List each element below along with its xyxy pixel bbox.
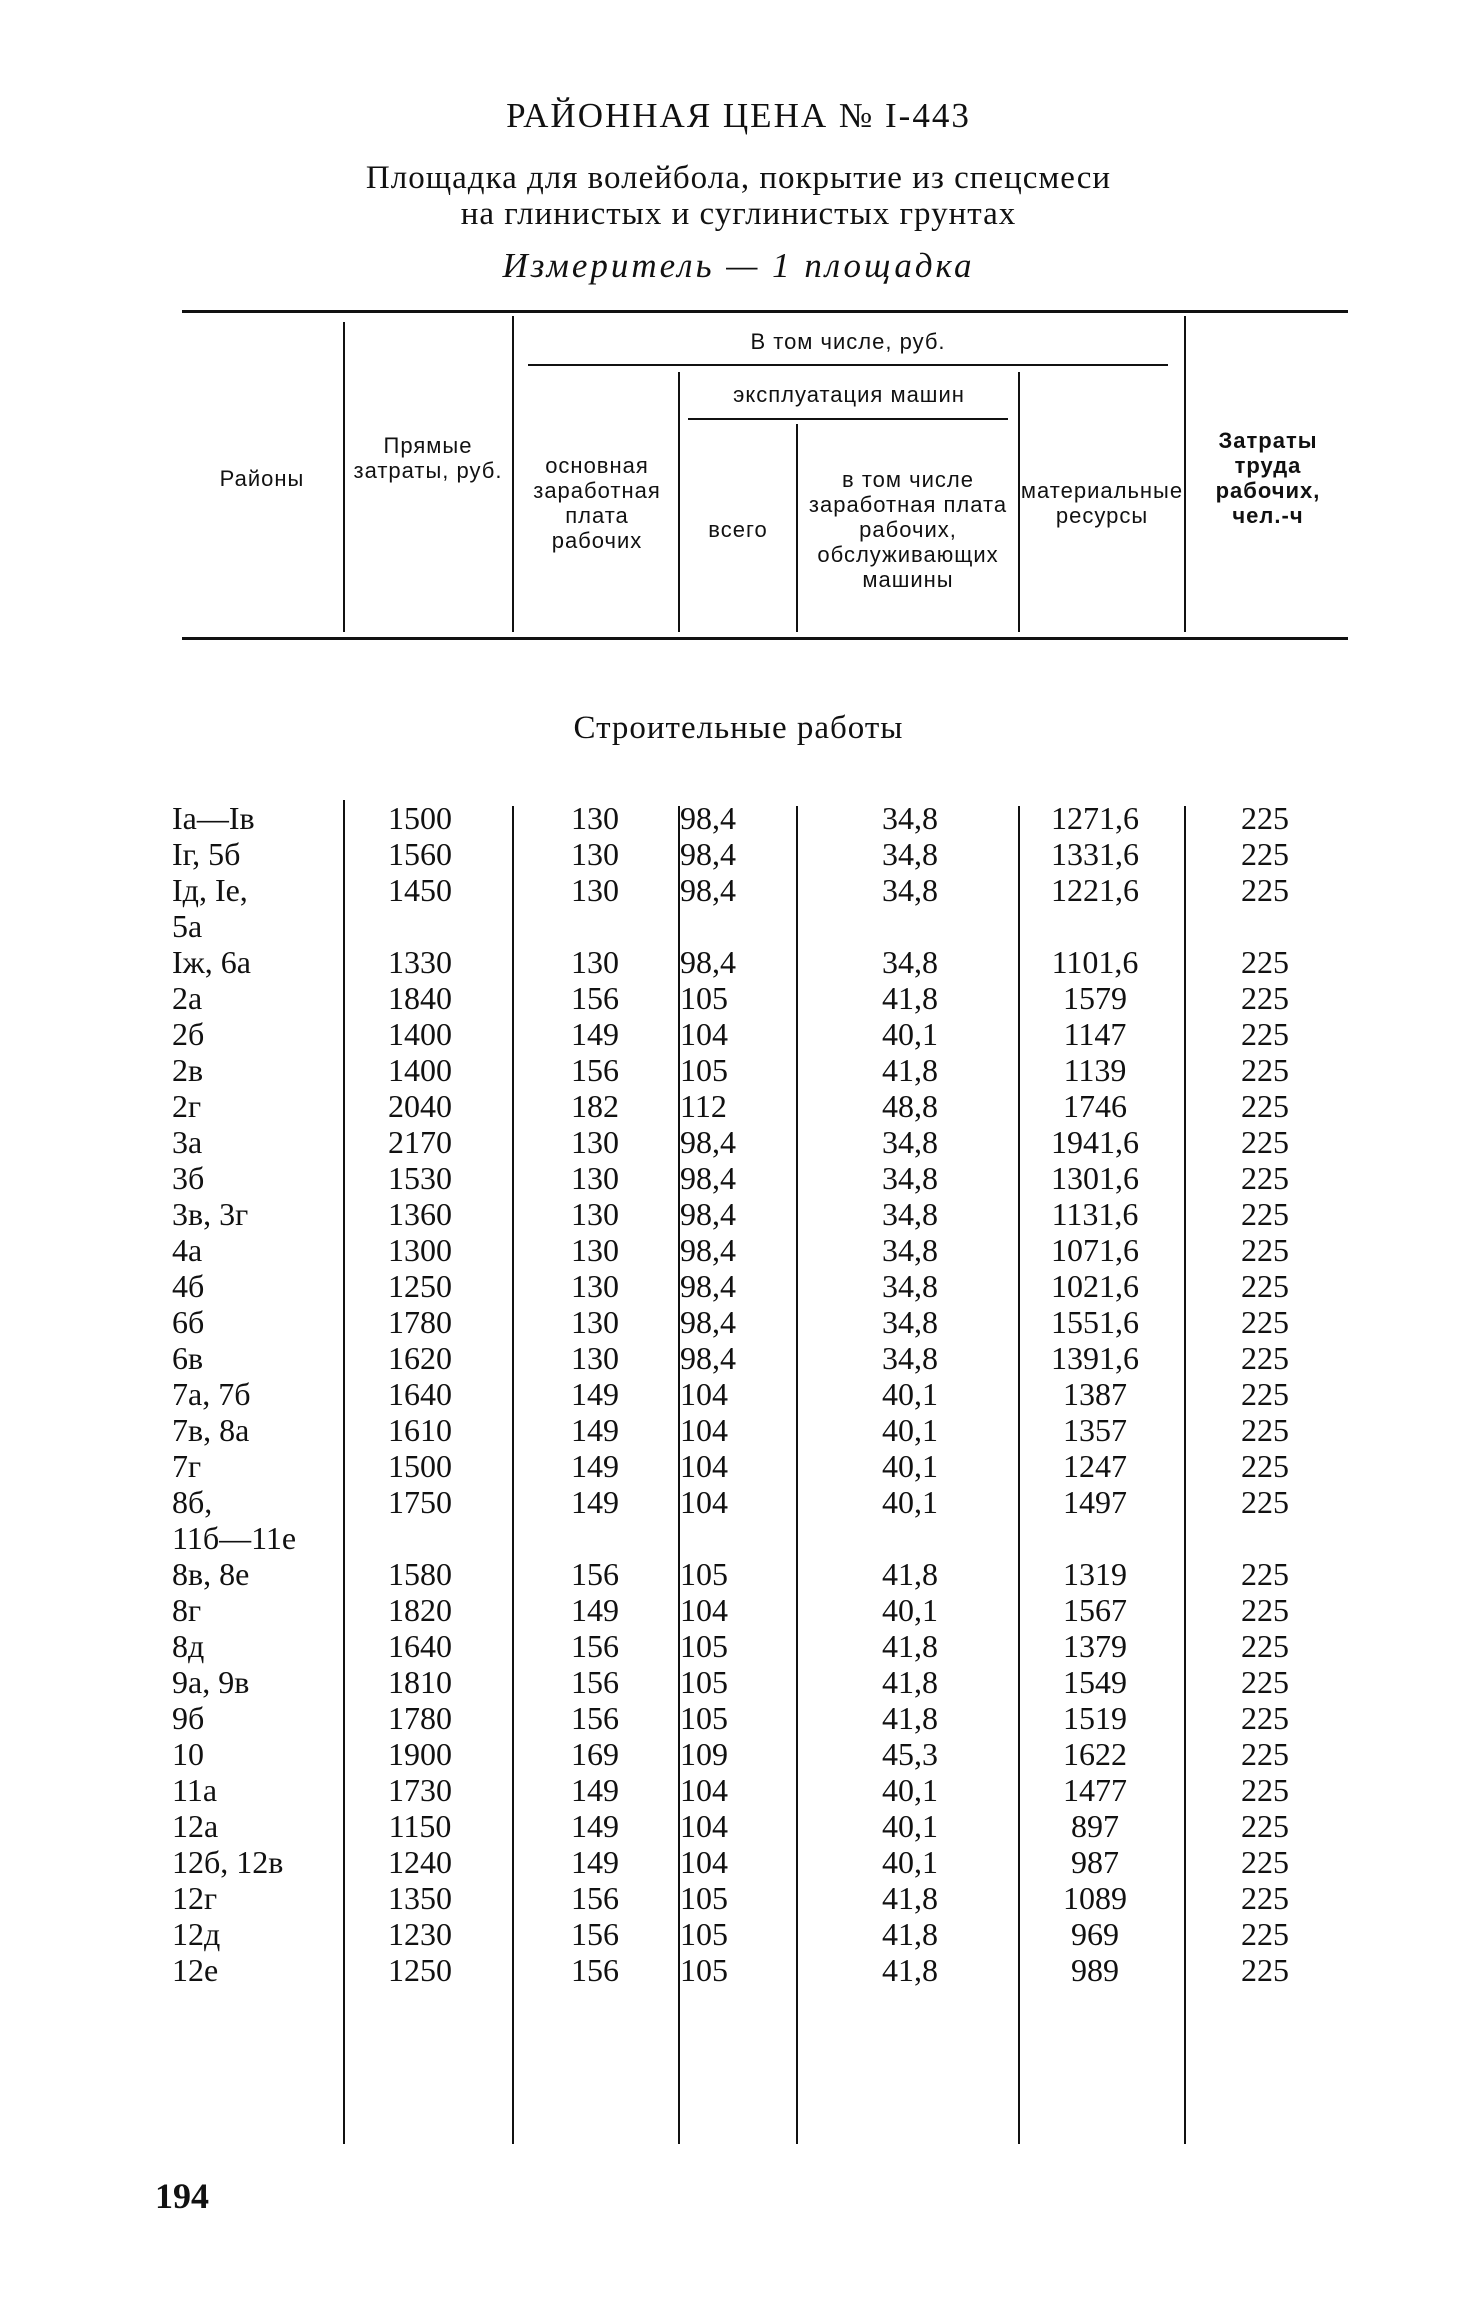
cell-labor: 225	[1241, 1844, 1289, 1880]
cell-mat: 1331,6	[1051, 836, 1139, 872]
cell-mwage: 34,8	[882, 1124, 938, 1160]
cell-region: 10	[172, 1736, 204, 1772]
cell-mwage: 40,1	[882, 1412, 938, 1448]
cell-region: 12е	[172, 1952, 219, 1988]
cell-labor: 225	[1241, 1448, 1289, 1484]
cell-total: 98,4	[680, 1196, 736, 1232]
cell-wage: 149	[571, 1484, 619, 1520]
cell-region: 3б	[172, 1160, 205, 1196]
cell-labor: 225	[1241, 1772, 1289, 1808]
cell-direct: 1640	[388, 1628, 452, 1664]
cell-region: 11а	[172, 1772, 218, 1808]
cell-total: 98,4	[680, 944, 736, 980]
cell-mwage: 40,1	[882, 1376, 938, 1412]
cell-region: 11б—11е	[172, 1520, 297, 1556]
header-machine-wage: в том числе заработная плата рабочих, обслуживающих машины	[808, 466, 1008, 592]
cell-mwage	[800, 908, 1020, 944]
header-bottom-rule	[182, 637, 1348, 640]
header-divider-2	[512, 316, 514, 632]
cell-mat: 1131,6	[1051, 1196, 1139, 1232]
cell-direct: 1150	[388, 1808, 452, 1844]
cell-total: 112	[680, 1088, 727, 1124]
cell-total: 105	[680, 1664, 728, 1700]
cell-total: 98,4	[680, 836, 736, 872]
cell-region: 5а	[172, 908, 203, 944]
cell-direct: 1250	[388, 1952, 452, 1988]
cell-labor: 225	[1241, 1664, 1289, 1700]
cell-total: 104	[680, 1592, 728, 1628]
cell-mwage: 34,8	[882, 1268, 938, 1304]
cell-region: Iа—Iв	[172, 800, 255, 836]
cell-mwage: 41,8	[882, 1880, 938, 1916]
cell-direct: 1560	[388, 836, 452, 872]
cell-region: Iд, Iе,	[172, 872, 248, 908]
cell-labor: 225	[1241, 1340, 1289, 1376]
cell-total: 104	[680, 1772, 728, 1808]
cell-mwage: 41,8	[882, 1052, 938, 1088]
cell-direct: 1530	[388, 1160, 452, 1196]
including-underline	[528, 364, 1168, 366]
cell-labor: 225	[1241, 1916, 1289, 1952]
cell-wage: 149	[571, 1448, 619, 1484]
cell-labor: 225	[1241, 1628, 1289, 1664]
cell-total: 98,4	[680, 1304, 736, 1340]
cell-labor: 225	[1241, 1952, 1289, 1988]
cell-labor: 225	[1241, 1484, 1289, 1520]
cell-total: 98,4	[680, 1232, 736, 1268]
cell-mwage: 41,8	[882, 1628, 938, 1664]
cell-mwage: 34,8	[882, 800, 938, 836]
cell-region: 12д	[172, 1916, 221, 1952]
cell-mat: 1567	[1063, 1592, 1127, 1628]
cell-direct: 1250	[388, 1268, 452, 1304]
cell-labor: 225	[1241, 1268, 1289, 1304]
cell-wage: 130	[571, 800, 619, 836]
cell-mat: 969	[1071, 1916, 1119, 1952]
cell-mat: 1071,6	[1051, 1232, 1139, 1268]
cell-mwage: 41,8	[882, 1700, 938, 1736]
cell-region: 2б	[172, 1016, 205, 1052]
cell-region: Iг, 5б	[172, 836, 241, 872]
cell-mat: 1746	[1063, 1088, 1127, 1124]
cell-mat: 1549	[1063, 1664, 1127, 1700]
cell-labor: 225	[1241, 1160, 1289, 1196]
cell-region: 3в, 3г	[172, 1196, 249, 1232]
header-including: В том числе, руб.	[750, 328, 946, 354]
subtitle-line-2: на глинистых и суглинистых грунтах	[460, 196, 1017, 232]
cell-region: 8г	[172, 1592, 202, 1628]
header-divider-6	[1184, 316, 1186, 632]
cell-total: 105	[680, 1880, 728, 1916]
cell-mat: 1101,6	[1051, 944, 1139, 980]
cell-wage: 130	[571, 1340, 619, 1376]
cell-mat: 1387	[1063, 1376, 1127, 1412]
cell-direct: 1840	[388, 980, 452, 1016]
cell-wage: 149	[571, 1808, 619, 1844]
cell-mwage: 40,1	[882, 1016, 938, 1052]
cell-mat	[1010, 1520, 1180, 1556]
cell-mwage: 41,8	[882, 1556, 938, 1592]
cell-labor: 225	[1241, 1196, 1289, 1232]
cell-wage: 130	[571, 1124, 619, 1160]
cell-direct: 1750	[388, 1484, 452, 1520]
header-base-wage: основная заработная плата рабочих	[533, 453, 661, 553]
cell-region: 6в	[172, 1340, 204, 1376]
cell-wage: 130	[571, 836, 619, 872]
cell-wage: 130	[571, 1232, 619, 1268]
cell-labor: 225	[1241, 1412, 1289, 1448]
cell-mwage: 40,1	[882, 1772, 938, 1808]
cell-direct: 1730	[388, 1772, 452, 1808]
cell-mat: 1622	[1063, 1736, 1127, 1772]
cell-total: 104	[680, 1016, 728, 1052]
cell-mat: 1497	[1063, 1484, 1127, 1520]
header-labor: Затраты труда рабочих, чел.-ч	[1215, 428, 1321, 528]
cell-total: 98,4	[680, 1124, 736, 1160]
cell-direct: 1300	[388, 1232, 452, 1268]
cell-mat: 1301,6	[1051, 1160, 1139, 1196]
header-materials: материальные ресурсы	[1020, 478, 1184, 528]
cell-direct: 2040	[388, 1088, 452, 1124]
cell-labor: 225	[1241, 1592, 1289, 1628]
cell-region: 7г	[172, 1448, 202, 1484]
cell-mwage: 40,1	[882, 1592, 938, 1628]
cell-wage: 149	[571, 1844, 619, 1880]
cell-region: 8в, 8е	[172, 1556, 250, 1592]
header-direct-costs: Прямые затраты, руб.	[353, 433, 503, 483]
cell-wage: 182	[571, 1088, 619, 1124]
cell-total: 104	[680, 1808, 728, 1844]
cell-mat: 1271,6	[1051, 800, 1139, 836]
header-divider-3	[678, 372, 680, 632]
cell-total: 98,4	[680, 1268, 736, 1304]
cell-mwage: 41,8	[882, 1952, 938, 1988]
cell-mwage: 40,1	[882, 1808, 938, 1844]
cell-direct: 1900	[388, 1736, 452, 1772]
column-regions	[172, 800, 342, 1988]
cell-direct	[350, 908, 490, 944]
cell-mwage: 34,8	[882, 836, 938, 872]
cell-mwage: 40,1	[882, 1448, 938, 1484]
cell-mat: 897	[1071, 1808, 1119, 1844]
cell-mat: 1247	[1063, 1448, 1127, 1484]
column-machine-wage	[800, 800, 1020, 1988]
cell-region: 8д	[172, 1628, 205, 1664]
cell-mwage: 41,8	[882, 980, 938, 1016]
cell-direct: 1580	[388, 1556, 452, 1592]
cell-wage: 156	[571, 1052, 619, 1088]
cell-region: 4а	[172, 1232, 203, 1268]
cell-total: 105	[680, 980, 728, 1016]
cell-region: 7в, 8а	[172, 1412, 250, 1448]
cell-total: 104	[680, 1412, 728, 1448]
cell-total: 105	[680, 1952, 728, 1988]
cell-direct: 1500	[388, 1448, 452, 1484]
body-divider-1	[343, 800, 345, 2144]
cell-labor: 225	[1241, 1556, 1289, 1592]
cell-total: 98,4	[680, 1340, 736, 1376]
cell-wage: 156	[571, 980, 619, 1016]
cell-direct: 1350	[388, 1880, 452, 1916]
column-direct-costs	[350, 800, 490, 1988]
header-total: всего	[708, 516, 768, 542]
cell-region: 4б	[172, 1268, 205, 1304]
cell-labor: 225	[1241, 1376, 1289, 1412]
cell-mwage: 34,8	[882, 1232, 938, 1268]
cell-wage	[515, 1520, 675, 1556]
price-subtitle	[0, 160, 1477, 232]
cell-wage: 130	[571, 1304, 619, 1340]
cell-direct: 1780	[388, 1700, 452, 1736]
cell-wage: 156	[571, 1952, 619, 1988]
cell-direct: 1640	[388, 1376, 452, 1412]
cell-direct: 2170	[388, 1124, 452, 1160]
cell-total: 105	[680, 1556, 728, 1592]
cell-mwage: 41,8	[882, 1664, 938, 1700]
cell-mat: 1379	[1063, 1628, 1127, 1664]
cell-labor: 225	[1241, 1736, 1289, 1772]
header-divider-1	[343, 322, 345, 632]
column-materials	[1010, 800, 1180, 1988]
cell-mwage	[800, 1520, 1020, 1556]
cell-region: 8б,	[172, 1484, 213, 1520]
cell-region: 9а, 9в	[172, 1664, 250, 1700]
cell-direct: 1360	[388, 1196, 452, 1232]
cell-labor: 225	[1241, 1700, 1289, 1736]
cell-wage: 130	[571, 1160, 619, 1196]
column-base-wage	[515, 800, 675, 1988]
cell-region: 2в	[172, 1052, 204, 1088]
cell-mwage: 45,3	[882, 1736, 938, 1772]
cell-labor: 225	[1241, 1052, 1289, 1088]
cell-mat: 1551,6	[1051, 1304, 1139, 1340]
cell-wage: 156	[571, 1880, 619, 1916]
cell-labor: 225	[1241, 1016, 1289, 1052]
cell-mat: 1519	[1063, 1700, 1127, 1736]
cell-direct: 1400	[388, 1016, 452, 1052]
cell-wage: 149	[571, 1772, 619, 1808]
cell-mwage: 41,8	[882, 1916, 938, 1952]
cell-mat: 987	[1071, 1844, 1119, 1880]
cell-labor: 225	[1241, 1880, 1289, 1916]
cell-region: 12г	[172, 1880, 218, 1916]
cell-total: 105	[680, 1628, 728, 1664]
cell-wage: 156	[571, 1664, 619, 1700]
cell-direct	[350, 1520, 490, 1556]
cell-wage: 149	[571, 1592, 619, 1628]
cell-mwage: 34,8	[882, 1160, 938, 1196]
cell-wage: 130	[571, 1268, 619, 1304]
subtitle-line-1: Площадка для волейбола, покрытие из спецсмеси	[365, 160, 1112, 196]
cell-mwage: 34,8	[882, 1196, 938, 1232]
cell-total: 105	[680, 1916, 728, 1952]
cell-direct: 1450	[388, 872, 452, 908]
cell-mat: 989	[1071, 1952, 1119, 1988]
header-machine-operation: эксплуатация машин	[733, 381, 965, 407]
cell-total: 104	[680, 1844, 728, 1880]
cell-region: 12б, 12в	[172, 1844, 284, 1880]
cell-region: 7а, 7б	[172, 1376, 251, 1412]
cell-mat: 1089	[1063, 1880, 1127, 1916]
cell-wage: 130	[571, 944, 619, 980]
header-divider-5	[1018, 372, 1020, 632]
body-divider-4	[796, 806, 798, 2144]
cell-mwage: 40,1	[882, 1484, 938, 1520]
cell-total: 104	[680, 1484, 728, 1520]
cell-labor: 225	[1241, 1232, 1289, 1268]
cell-total: 104	[680, 1448, 728, 1484]
cell-mwage: 34,8	[882, 1304, 938, 1340]
cell-mat: 1021,6	[1051, 1268, 1139, 1304]
cell-mat: 1477	[1063, 1772, 1127, 1808]
cell-total: 98,4	[680, 872, 736, 908]
cell-wage: 149	[571, 1376, 619, 1412]
cell-mat: 1139	[1063, 1052, 1127, 1088]
cell-mwage: 40,1	[882, 1844, 938, 1880]
cell-direct: 1820	[388, 1592, 452, 1628]
cell-region: 2а	[172, 980, 203, 1016]
cell-mwage: 34,8	[882, 872, 938, 908]
cell-region: 12а	[172, 1808, 219, 1844]
cell-labor: 225	[1241, 1808, 1289, 1844]
cell-total: 105	[680, 1052, 728, 1088]
cell-labor: 225	[1241, 1088, 1289, 1124]
cell-direct: 1810	[388, 1664, 452, 1700]
cell-region: Iж, 6а	[172, 944, 251, 980]
column-machine-total	[680, 800, 780, 1988]
machine-underline	[688, 418, 1008, 420]
cell-mat: 1941,6	[1051, 1124, 1139, 1160]
cell-labor: 225	[1241, 800, 1289, 836]
cell-labor	[1180, 1520, 1350, 1556]
cell-region: 6б	[172, 1304, 205, 1340]
cell-mat: 1319	[1063, 1556, 1127, 1592]
cell-mat: 1579	[1063, 980, 1127, 1016]
cell-wage: 156	[571, 1700, 619, 1736]
cell-total	[680, 908, 780, 944]
cell-total: 98,4	[680, 800, 736, 836]
cell-mat: 1357	[1063, 1412, 1127, 1448]
cell-wage	[515, 908, 675, 944]
cell-mwage: 34,8	[882, 944, 938, 980]
cell-mwage: 48,8	[882, 1088, 938, 1124]
cell-labor: 225	[1241, 836, 1289, 872]
header-divider-4	[796, 424, 798, 632]
cell-labor: 225	[1241, 980, 1289, 1016]
body-divider-2	[512, 806, 514, 2144]
cell-mwage: 34,8	[882, 1340, 938, 1376]
cell-direct: 1620	[388, 1340, 452, 1376]
cell-direct: 1610	[388, 1412, 452, 1448]
cell-total: 104	[680, 1376, 728, 1412]
cell-labor	[1180, 908, 1350, 944]
cell-labor: 225	[1241, 1304, 1289, 1340]
cell-direct: 1330	[388, 944, 452, 980]
cell-total	[680, 1520, 780, 1556]
cell-direct: 1230	[388, 1916, 452, 1952]
cell-wage: 156	[571, 1628, 619, 1664]
page-number: 194	[155, 2176, 209, 2216]
header-regions: Районы	[219, 465, 305, 491]
cell-total: 98,4	[680, 1160, 736, 1196]
cell-labor: 225	[1241, 872, 1289, 908]
cell-wage: 149	[571, 1412, 619, 1448]
cell-wage: 156	[571, 1556, 619, 1592]
measure-unit: Измеритель — 1 площадка	[502, 246, 975, 285]
table-top-rule	[182, 310, 1348, 313]
cell-mat: 1221,6	[1051, 872, 1139, 908]
section-title: Строительные работы	[573, 710, 904, 746]
cell-direct: 1240	[388, 1844, 452, 1880]
cell-direct: 1780	[388, 1304, 452, 1340]
cell-wage: 156	[571, 1916, 619, 1952]
cell-mat: 1147	[1063, 1016, 1127, 1052]
cell-mat	[1010, 908, 1180, 944]
price-title: РАЙОННАЯ ЦЕНА № I-443	[506, 96, 971, 135]
column-labor	[1180, 800, 1350, 1988]
cell-labor: 225	[1241, 1124, 1289, 1160]
cell-mat: 1391,6	[1051, 1340, 1139, 1376]
cell-region: 9б	[172, 1700, 205, 1736]
cell-wage: 149	[571, 1016, 619, 1052]
cell-wage: 130	[571, 872, 619, 908]
cell-total: 105	[680, 1700, 728, 1736]
cell-total: 109	[680, 1736, 728, 1772]
cell-wage: 169	[571, 1736, 619, 1772]
cell-labor: 225	[1241, 944, 1289, 980]
cell-wage: 130	[571, 1196, 619, 1232]
cell-region: 2г	[172, 1088, 202, 1124]
cell-region: 3а	[172, 1124, 203, 1160]
cell-direct: 1400	[388, 1052, 452, 1088]
cell-direct: 1500	[388, 800, 452, 836]
